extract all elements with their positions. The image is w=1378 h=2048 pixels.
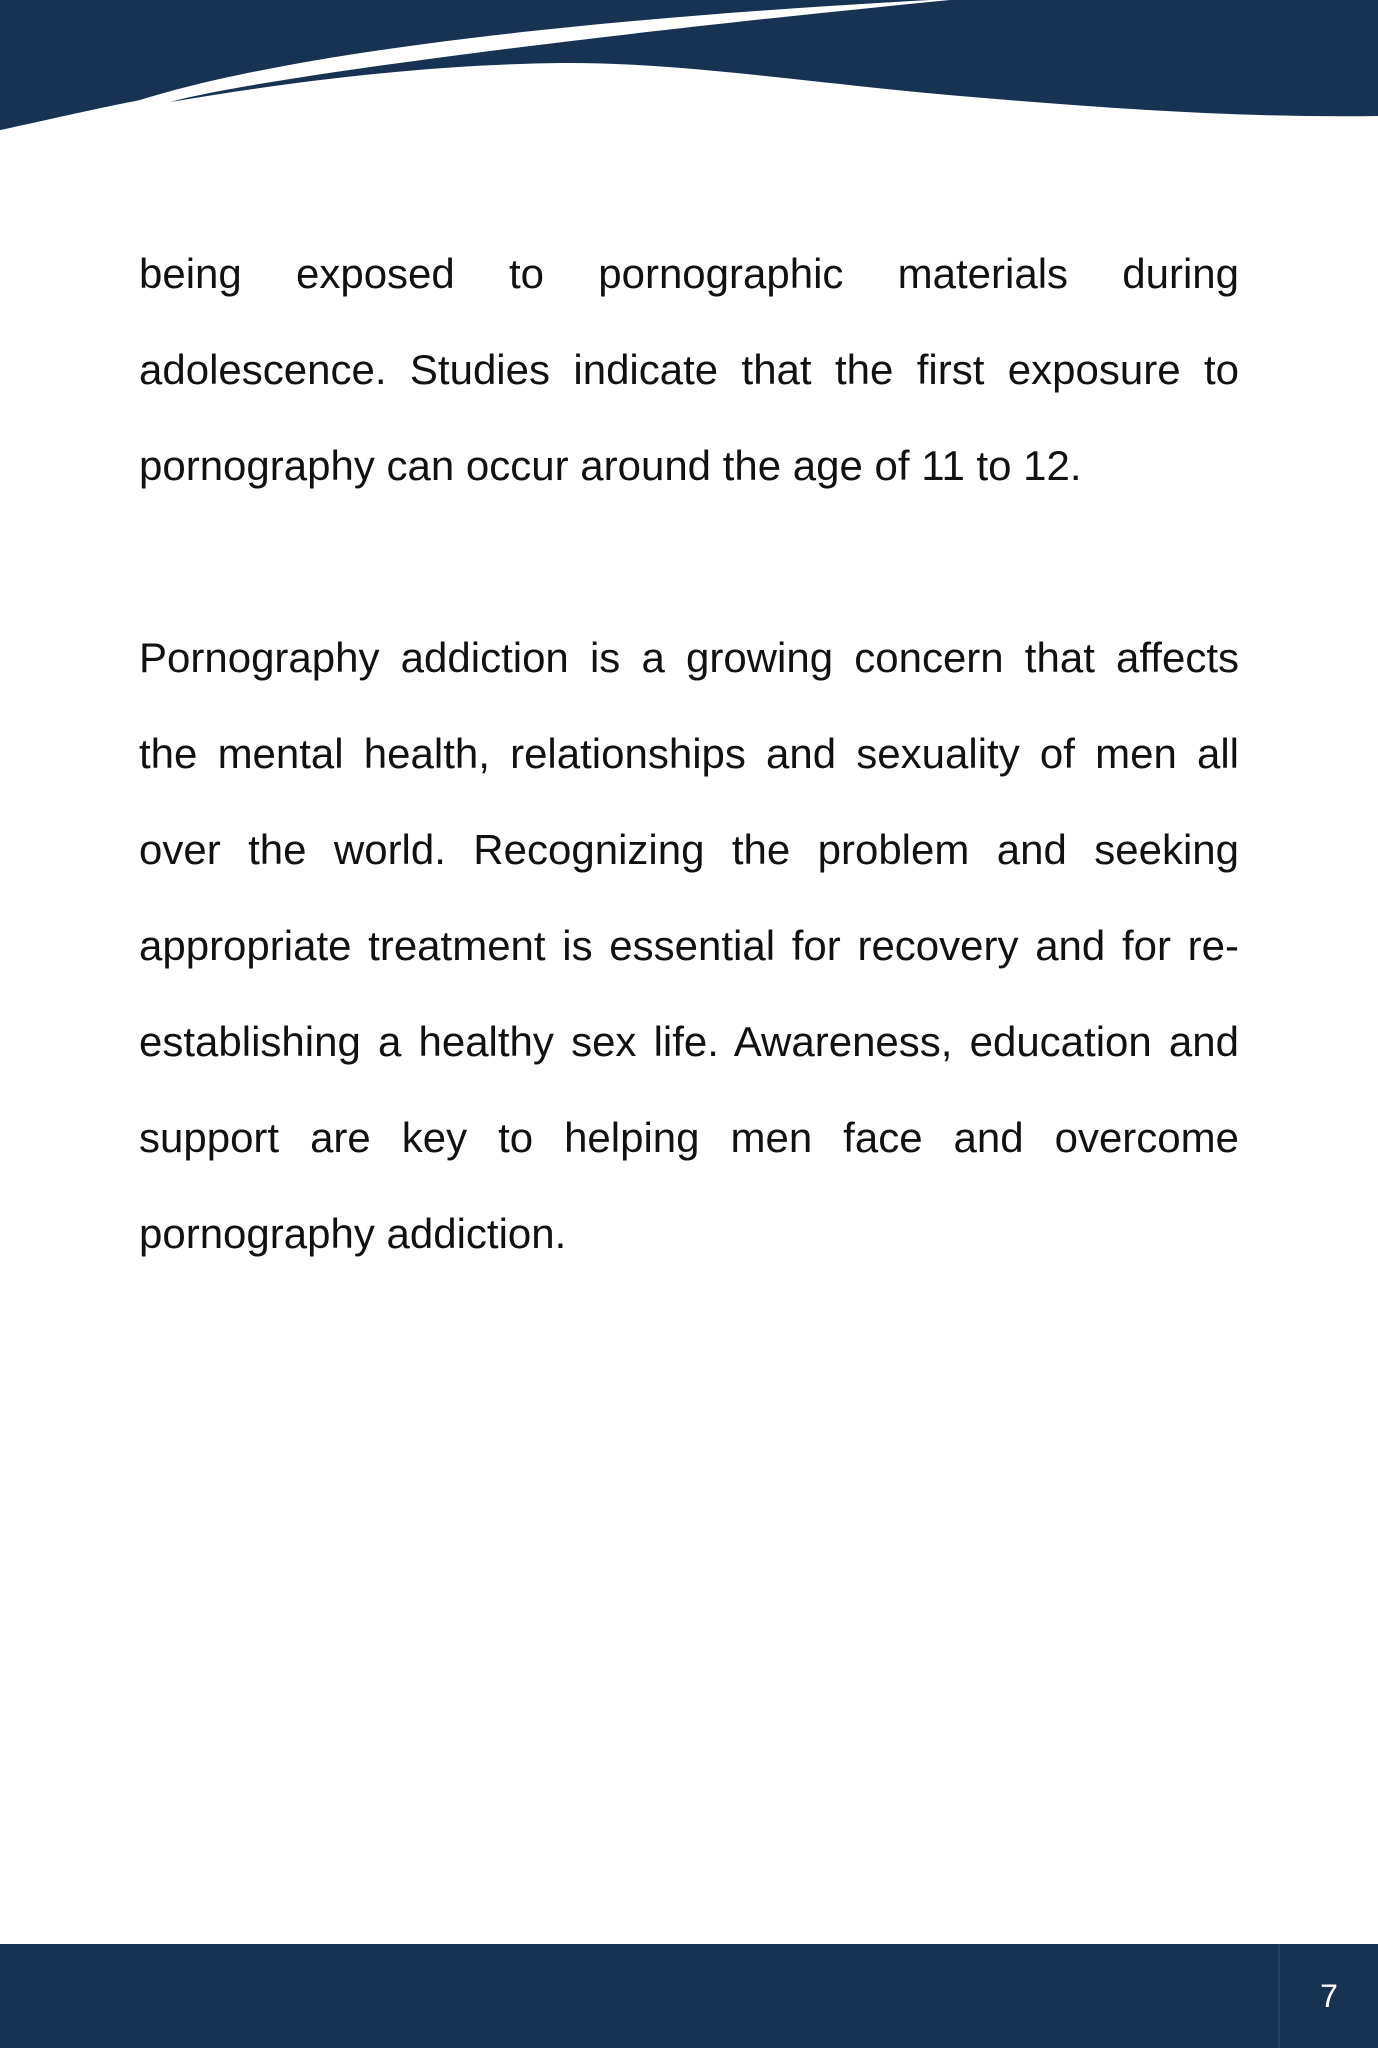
page-number: 7	[1320, 1978, 1338, 2014]
header-wave-shape	[0, 0, 1378, 130]
paragraph-spacer	[139, 514, 1239, 610]
footer-bar	[0, 1944, 1378, 2048]
header-wave-decoration	[0, 0, 1378, 140]
paragraph-1: being exposed to pornographic materials during adolescence. Studies indicate that the first exposure to pornography can occur around the age of 11 to 12.	[139, 250, 1239, 489]
paragraph-2: Pornography addiction is a growing concern that affects the mental health, relationships and sexuality of men all over the world. Recognizing the problem and seeking appropriate treatment is essential for recovery and for re-establishing a healthy sex life. Awareness, education and support are key to helping men face and overcome pornography addiction.	[139, 634, 1239, 1257]
document-body	[139, 226, 1239, 1282]
